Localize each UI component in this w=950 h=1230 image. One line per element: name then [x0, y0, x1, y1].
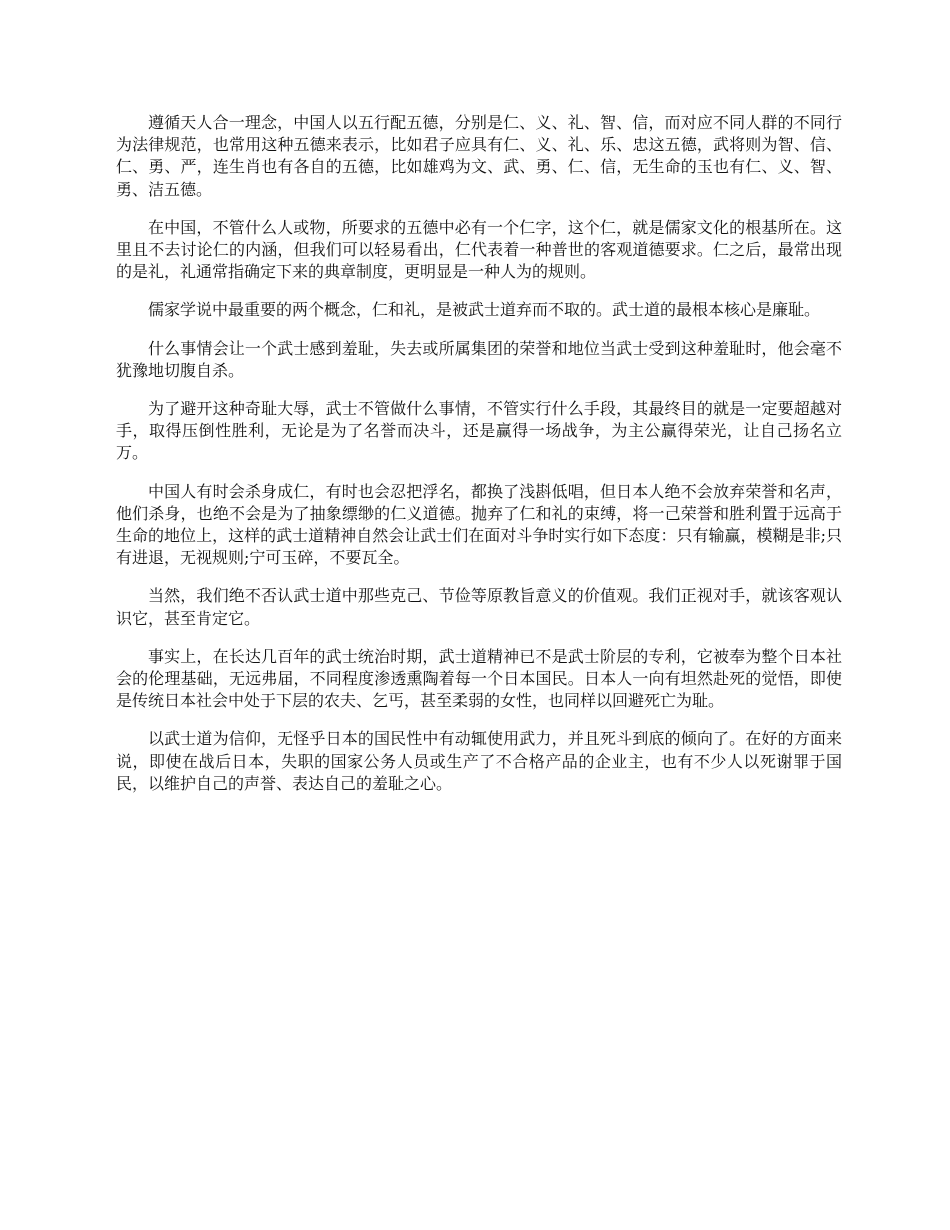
paragraph: 遵循天人合一理念，中国人以五行配五德，分别是仁、义、礼、智、信，而对应不同人群的不同行为法律规范，也常用这种五德来表示，比如君子应具有仁、义、礼、乐、忠这五德，武将则为智、信、仁、勇、严，连生肖也有各自的五德，比如雄鸡为文、武、勇、仁、信，无生命的玉也有仁、义、智、勇、洁五德。: [116, 113, 842, 199]
paragraph: 当然，我们绝不否认武士道中那些克己、节俭等原教旨意义的价值观。我们正视对手，就该客观认识它，甚至肯定它。: [116, 586, 842, 628]
paragraph: 儒家学说中最重要的两个概念，仁和礼，是被武士道弃而不取的。武士道的最根本核心是廉耻。: [148, 300, 821, 320]
paragraph: 中国人有时会杀身成仁，有时也会忍把浮名，都换了浅斟低唱，但日本人绝不会放弃荣誉和名声，他们杀身，也绝不会是为了抽象缥缈的仁义道德。抛弃了仁和礼的束缚，将一己荣誉和胜利置于远高于生命的地位上，这样的武士道精神自然会让武士们在面对斗争时实行如下态度：只有输赢，模糊是非;只有进退，无视规则;宁可玉碎，不要瓦全。: [116, 481, 842, 568]
paragraph: 以武士道为信仰，无怪乎日本的国民性中有动辄使用武力，并且死斗到底的倾向了。在好的方面来说，即使在战后日本，失职的国家公务人员或生产了不合格产品的企业主，也有不少人以死谢罪于国民，以维护自己的声誉、表达自己的羞耻之心。: [116, 729, 842, 793]
paragraph: 在中国，不管什么人或物，所要求的五德中必有一个仁字，这个仁，就是儒家文化的根基所在。这里且不去讨论仁的内涵，但我们可以轻易看出，仁代表着一种普世的客观道德要求。仁之后，最常出现的是礼，礼通常指确定下来的典章制度，更明显是一种人为的规则。: [116, 217, 842, 282]
paragraph: 为了避开这种奇耻大辱，武士不管做什么事情，不管实行什么手段，其最终目的就是一定要超越对手，取得压倒性胜利，无论是为了名誉而决斗，还是赢得一场战争，为主公赢得荣光，让自己扬名立万。: [116, 399, 842, 463]
paragraph: 什么事情会让一个武士感到羞耻，失去或所属集团的荣誉和地位当武士受到这种羞耻时，他会毫不犹豫地切腹自杀。: [116, 338, 842, 380]
paragraph: 事实上，在长达几百年的武士统治时期，武士道精神已不是武士阶层的专利，它被奉为整个日本社会的伦理基础，无远弗届，不同程度渗透熏陶着每一个日本国民。日本人一向有坦然赴死的觉悟，即使是传统日本社会中处于下层的农夫、乞丐，甚至柔弱的女性，也同样以回避死亡为耻。: [116, 646, 842, 711]
document-body: [116, 112, 842, 795]
